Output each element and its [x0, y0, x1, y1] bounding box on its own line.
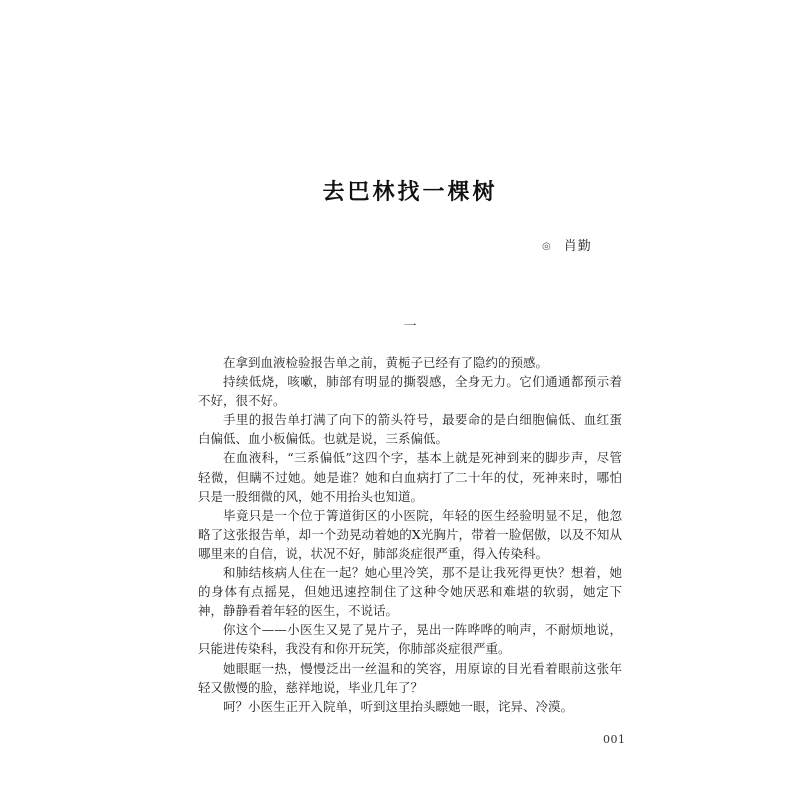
- paragraph: 在血液科，“三系偏低”这四个字，基本上就是死神到来的脚步声，尽管轻微，但瞒不过她。她是谁？她和白血病打了二十年的仗，死神来时，哪怕只是一股细微的风，她不用抬头也知道。: [198, 450, 622, 504]
- chapter-title: 去巴林找一棵树: [322, 179, 498, 205]
- body-text: [198, 353, 622, 716]
- page-number: 001: [603, 733, 626, 746]
- author-byline: [542, 238, 592, 256]
- author-name: 肖勤: [563, 239, 592, 254]
- paragraph: 持续低烧，咳嗽，肺部有明显的撕裂感，全身无力。它们通通都预示着不好，很不好。: [198, 374, 622, 409]
- paragraph: 毕竟只是一个位于箐道街区的小医院，年轻的医生经验明显不足，他忽略了这张报告单，却一个劲晃动着她的X光胸片，带着一脸倨傲，以及不知从哪里来的自信，说，状况不好，肺部炎症很严重，得入传染科。: [198, 507, 622, 561]
- paragraph: 在拿到血液检验报告单之前，黄栀子已经有了隐约的预感。: [223, 355, 549, 370]
- paragraph: 你这个——小医生又晃了晃片子，晃出一阵哗哗的响声，不耐烦地说，只能进传染科，我没有和你开玩笑，你肺部炎症很严重。: [198, 622, 622, 657]
- paragraph: 呵？小医生正开入院单，听到这里抬头瞟她一眼，诧异、冷漠。: [223, 698, 574, 714]
- paragraph: 她眼眶一热，慢慢泛出一丝温和的笑容，用原谅的目光看着眼前这张年轻又傲慢的脸，慈祥地说，毕业几年了？: [198, 660, 622, 695]
- section-number: 一: [403, 319, 417, 334]
- paragraph: 手里的报告单打满了向下的箭头符号，最要命的是白细胞偏低、血红蛋白偏低、血小板偏低。也就是说，三系偏低。: [198, 412, 622, 447]
- author-mark-icon: ◎: [542, 241, 551, 252]
- paragraph: 和肺结核病人住在一起？她心里冷笑，那不是让我死得更快？想着，她的身体有点摇晃，但她迅速控制住了这种令她厌恶和难堪的软弱，她定下神，静静看着年轻的医生，不说话。: [198, 565, 622, 619]
